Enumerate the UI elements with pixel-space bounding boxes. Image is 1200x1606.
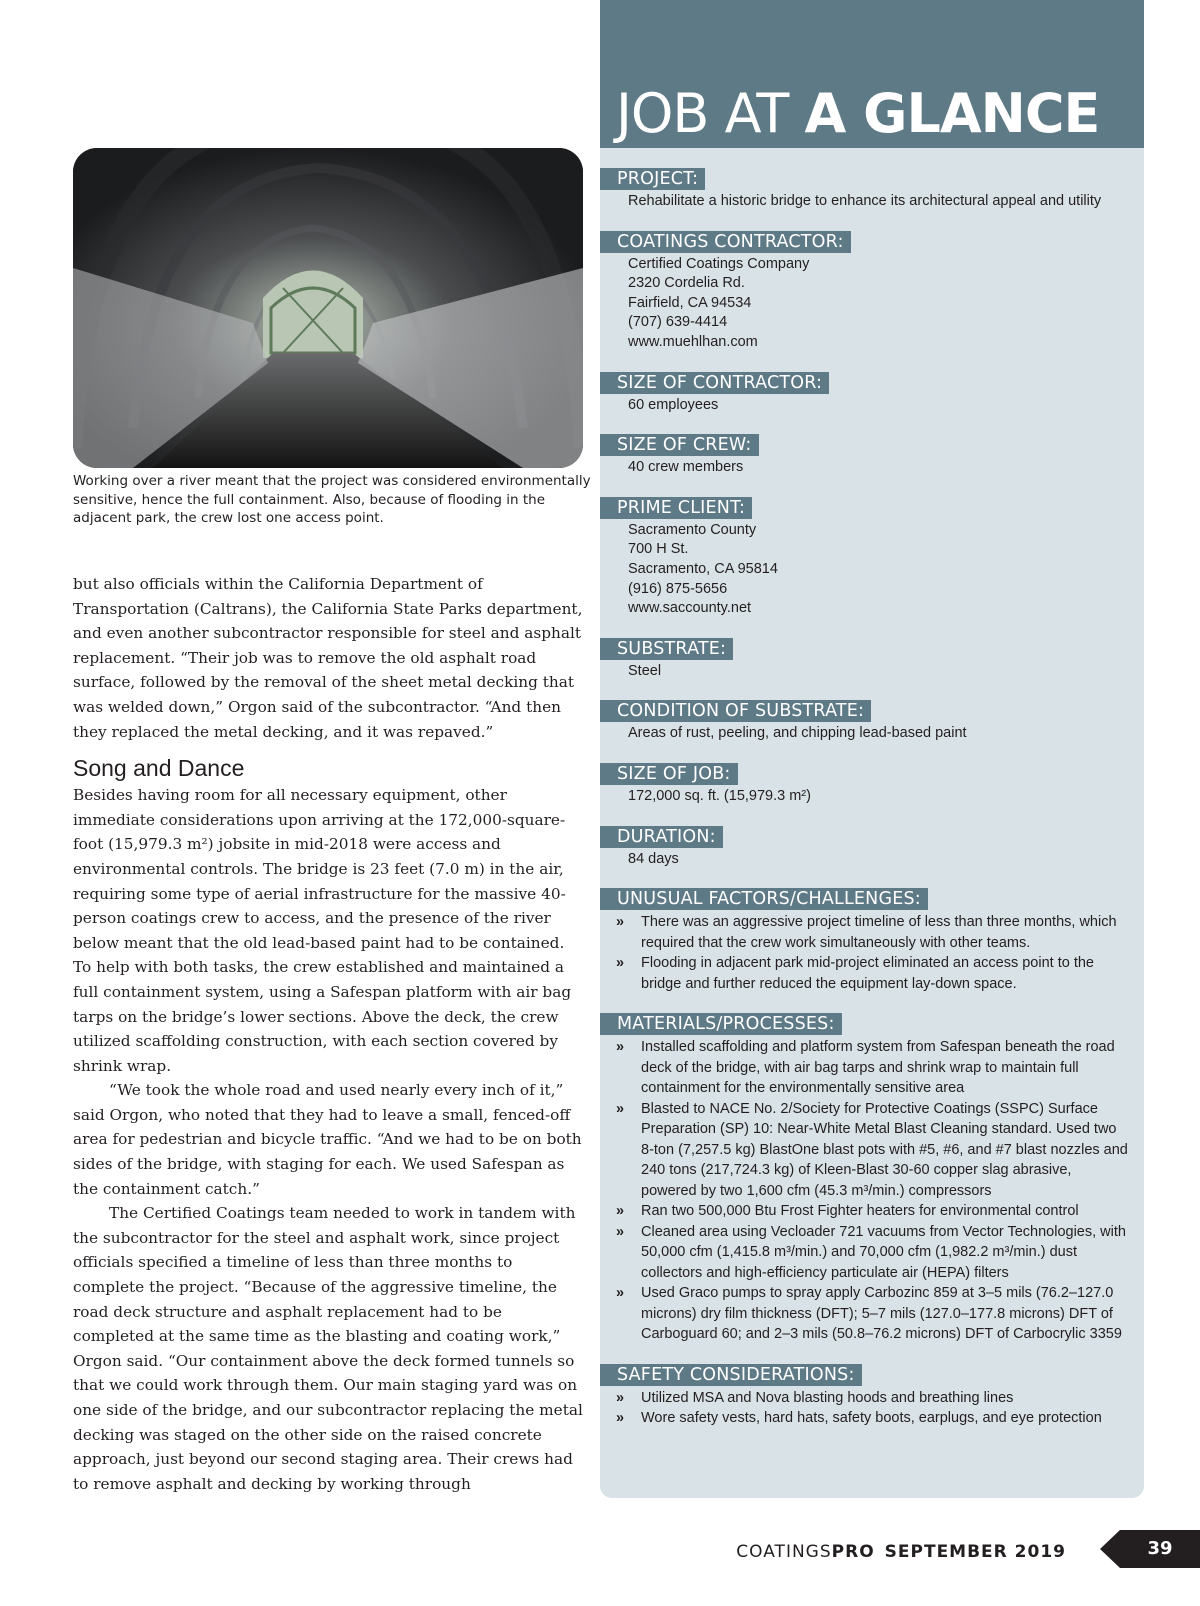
section-label: SUBSTRATE: <box>600 638 733 660</box>
bullet-item <box>616 1037 1130 1099</box>
magazine-name: COATINGS <box>736 1542 832 1562</box>
section-value-line: Rehabilitate a historic bridge to enhance its architectural appeal and utility <box>628 193 1102 209</box>
bullet-text: Cleaned area using Vecloader 721 vacuums from Vector Technologies, with 50,000 cfm (1,415.8 m³/min.) and 70,000 cfm (1,982.2 m³/min.) dust collectors and high-efficiency particulate air (HEPA) filters <box>641 1223 1126 1281</box>
sidebar-section <box>600 888 1144 994</box>
section-value-line: Certified Coatings Company <box>628 255 810 272</box>
magazine-name-bold: PRO <box>831 1542 875 1562</box>
sidebar-header <box>600 0 1144 148</box>
bullet-text: Ran two 500,000 Btu Frost Fighter heaters for environmental control <box>641 1203 1079 1220</box>
section-value-line: Sacramento, CA 95814 <box>628 560 778 577</box>
section-label: CONDITION OF SUBSTRATE: <box>600 700 871 722</box>
section-value-line: Areas of rust, peeling, and chipping lead-based paint <box>628 725 967 742</box>
sidebar-section <box>600 700 1144 744</box>
section-value-line: 700 H St. <box>628 541 689 558</box>
bullet-glyph: » <box>616 1285 625 1302</box>
sidebar-section <box>600 168 1144 212</box>
bullet-item <box>616 1222 1130 1284</box>
section-value-line: 2320 Cordelia Rd. <box>628 275 745 292</box>
section-label: PROJECT: <box>600 168 705 190</box>
bullet-glyph: » <box>616 1100 625 1117</box>
section-value <box>600 660 1144 682</box>
section-label: MATERIALS/PROCESSES: <box>600 1013 842 1035</box>
tunnel-illustration <box>73 148 583 468</box>
bullet-glyph: » <box>616 1410 625 1427</box>
section-label: COATINGS CONTRACTOR: <box>600 231 851 253</box>
bullet-text: Used Graco pumps to spray apply Carbozinc 859 at 3–5 mils (76.2–127.0 microns) dry film thickness (DFT); 5–7 mils (127.0–177.8 microns) DFT of Carboguard 60; and 2–3 mils (50.8–76.2 microns) DFT of Carbocrylic 3359 <box>641 1285 1122 1343</box>
sidebar-section <box>600 231 1144 353</box>
bullet-glyph: » <box>616 914 625 931</box>
bullet-text: Wore safety vests, hard hats, safety boots, earplugs, and eye protection <box>641 1410 1102 1427</box>
section-label: SAFETY CONSIDERATIONS: <box>600 1364 862 1386</box>
page-footer <box>736 1542 1066 1562</box>
bullet-glyph: » <box>616 1039 625 1056</box>
page-number-tab <box>1100 1530 1200 1568</box>
sidebar-section <box>600 497 1144 619</box>
sidebar-sections <box>600 148 1144 1429</box>
sidebar-section <box>600 638 1144 682</box>
article-paragraph: The Certified Coatings team needed to work in tandem with the subcontractor for the steel and asphalt work, since project officials specified a timeline of less than three months to complete the project. “Because of the aggressive timeline, the road deck structure and asphalt replacement had to be completed at the same time as the blasting and coating work,” Orgon said. “Our containment above the deck formed tunnels so that we could work through them. Our main staging yard was on one side of the bridge, and our subcontractor replacing the metal decking was staged on the other side on the raised concrete approach, just beyond our second staging area. Their crews had to remove asphalt and decking by working through <box>73 1204 583 1493</box>
section-label: DURATION: <box>600 826 723 848</box>
section-value <box>600 394 1144 416</box>
article-paragraph: “We took the whole road and used nearly every inch of it,” said Orgon, who noted that they had to leave a small, fenced-off area for pedestrian and bicycle traffic. “And we had to be on both sides of the bridge, with staging for each. We used Safespan as the containment catch.” <box>73 1081 582 1198</box>
section-label: SIZE OF CONTRACTOR: <box>600 372 829 394</box>
section-value <box>600 722 1144 744</box>
section-label: SIZE OF CREW: <box>600 434 759 456</box>
sidebar-section <box>600 826 1144 870</box>
sidebar-title-bold: A GLANCE <box>804 82 1100 145</box>
photo-caption: Working over a river meant that the project was considered environmentally sensitive, hence the full containment. Also, because of flooding in the adjacent park, the crew lost one access point. <box>73 473 591 526</box>
bullet-item <box>616 912 1130 953</box>
section-value-line: 172,000 sq. ft. (15,979.3 m²) <box>628 787 811 804</box>
sidebar-title-thin: JOB AT <box>616 82 805 145</box>
article-paragraph: Besides having room for all necessary equipment, other immediate considerations upon arriving at the 172,000-square-foot (15,979.3 m²) jobsite in mid-2018 were access and environmental controls. The bridge is 23 feet (7.0 m) in the air, requiring some type of aerial infrastructure for the massive 40-person coatings crew to access, and the presence of the river below meant that the old lead-based paint had to be contained. To help with both tasks, the crew established and maintained a full containment system, using a Safespan platform with air bag tarps on the bridge’s lower sections. Above the deck, the crew utilized scaffolding construction, with each section covered by shrink wrap. <box>73 786 572 1075</box>
section-bullet-list <box>600 1386 1144 1429</box>
sidebar-section <box>600 1013 1144 1345</box>
article-subheading: Song and Dance <box>73 755 245 782</box>
tunnel-photo <box>73 148 583 468</box>
section-value-line: Fairfield, CA 94534 <box>628 294 752 311</box>
section-value-line: (707) 639-4414 <box>628 314 728 331</box>
bullet-text: Blasted to NACE No. 2/Society for Protective Coatings (SSPC) Surface Preparation (SP) 10: Near-White Metal Blast Cleaning standard. Used two 8-ton (7,257.5 kg) BlastOne blast pots with #5, #6, and #7 blast nozzles and 240 tons (217,724.3 kg) of Kleen-Blast 30-60 copper slag abrasive, powered by two 1,600 cfm (45.3 m³/min.) compressors <box>641 1100 1128 1199</box>
bullet-glyph: » <box>616 955 625 972</box>
job-at-a-glance-sidebar <box>600 0 1144 1498</box>
bullet-glyph: » <box>616 1223 625 1240</box>
section-label: SIZE OF JOB: <box>600 763 738 785</box>
section-value-line: (916) 875-5656 <box>628 580 728 597</box>
bullet-item <box>616 1283 1130 1345</box>
section-bullet-list <box>600 910 1144 994</box>
section-value <box>600 190 1144 212</box>
sidebar-section <box>600 763 1144 807</box>
bullet-item <box>616 1408 1130 1429</box>
sidebar-section <box>600 1364 1144 1429</box>
sidebar-section <box>600 372 1144 416</box>
section-label: PRIME CLIENT: <box>600 497 752 519</box>
bullet-glyph: » <box>616 1203 625 1220</box>
section-value-line: 40 crew members <box>628 459 744 476</box>
section-value-line: Steel <box>628 662 662 679</box>
issue-date: SEPTEMBER 2019 <box>884 1542 1066 1562</box>
section-label: UNUSUAL FACTORS/CHALLENGES: <box>600 888 928 910</box>
bullet-text: Flooding in adjacent park mid-project eliminated an access point to the bridge and further reduced the equipment lay-down space. <box>641 955 1094 992</box>
section-bullet-list <box>600 1035 1144 1345</box>
article-paragraph: but also officials within the California Department of Transportation (Caltrans), the California State Parks department, and even another subcontractor responsible for steel and asphalt replacement. “Their job was to remove the old asphalt road surface, followed by the removal of the sheet metal decking that was welded down,” Orgon said of the subcontractor. “And then they replaced the metal decking, and it was repaved.” <box>73 575 583 741</box>
section-value-line: Sacramento County <box>628 521 757 538</box>
section-value <box>600 253 1144 353</box>
sidebar-title <box>616 84 1099 144</box>
bullet-glyph: » <box>616 1389 625 1406</box>
bullet-text: Utilized MSA and Nova blasting hoods and breathing lines <box>641 1389 1014 1406</box>
bullet-text: There was an aggressive project timeline of less than three months, which required that the crew work simultaneously with other teams. <box>641 914 1117 951</box>
section-value-line: 84 days <box>628 850 679 867</box>
page-number: 39 <box>1147 1538 1173 1559</box>
section-value-line: www.saccounty.net <box>628 600 752 617</box>
bullet-item <box>616 1099 1130 1202</box>
bullet-text: Installed scaffolding and platform system from Safespan beneath the road deck of the bridge, with air bag tarps and shrink wrap to maintain full containment for the environmentally sensitive area <box>641 1039 1115 1097</box>
bullet-item <box>616 953 1130 994</box>
section-value <box>600 519 1144 619</box>
section-value-line: www.muehlhan.com <box>628 333 758 350</box>
bullet-item <box>616 1201 1130 1222</box>
bullet-item <box>616 1388 1130 1409</box>
section-value <box>600 456 1144 478</box>
sidebar-section <box>600 434 1144 478</box>
section-value-line: 60 employees <box>628 396 719 413</box>
article-body <box>73 572 585 1496</box>
section-value <box>600 848 1144 870</box>
section-value <box>600 785 1144 807</box>
